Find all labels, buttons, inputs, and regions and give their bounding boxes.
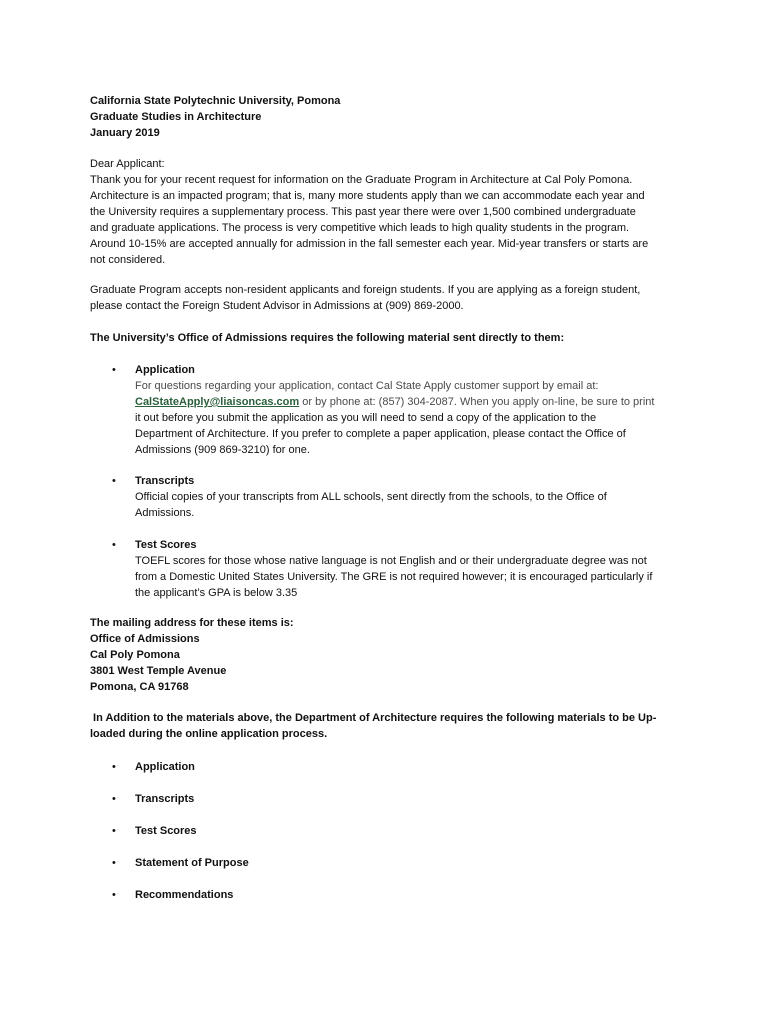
admissions-item-test-scores (135, 537, 680, 601)
admissions-heading-text: The University’s Office of Admissions requires the following material sent directly to them: (90, 332, 565, 344)
item-title: Test Scores (135, 539, 197, 551)
intro-line: the University requires a supplementary process. This past year there were over 1,500 combined undergraduate (90, 206, 636, 218)
intro-line: Architecture is an impacted program; that is, many more students apply than we can accommodate each year and (90, 190, 645, 202)
mailing-address (90, 615, 680, 695)
bullet-icon: • (112, 825, 116, 837)
item-line-suffix: or by phone at: (857) 304-2087. When you apply on-line, be sure to print (299, 396, 655, 408)
intro-paragraph (90, 156, 680, 268)
item-title: Transcripts (135, 475, 195, 487)
dept-item: Statement of Purpose (135, 857, 249, 869)
dept-item: Recommendations (135, 889, 234, 901)
address-line: Office of Admissions (90, 633, 200, 645)
item-line: from a Domestic United States University. The GRE is not required however; it is encouraged particularly if (135, 571, 653, 583)
dept-item: Test Scores (135, 825, 197, 837)
intro-line: Around 10-15% are accepted annually for admission in the fall semester each year. Mid-year transfers or starts are (90, 238, 649, 250)
admissions-item-transcripts (135, 473, 680, 521)
item-line: Admissions (909 869-3210) for one. (135, 444, 310, 456)
institution-name: California State Polytechnic University, Pomona (90, 95, 341, 107)
foreign-students-paragraph (90, 282, 680, 314)
admissions-item-application (135, 362, 680, 458)
dept-heading-line: In Addition to the materials above, the Department of Architecture requires the following materials to be Up- (90, 712, 657, 724)
item-line: it out before you submit the application as you will need to send a copy of the application to the (135, 412, 597, 424)
dept-heading-line: loaded during the online application process. (90, 728, 328, 740)
foreign-line: Graduate Program accepts non-resident applicants and foreign students. If you are applying as a foreign student, (90, 284, 641, 296)
department-requirements-heading (90, 710, 680, 742)
mailing-heading: The mailing address for these items is: (90, 617, 294, 629)
department-name: Graduate Studies in Architecture (90, 111, 262, 123)
dept-item: Transcripts (135, 793, 195, 805)
email-link[interactable]: CalStateApply@liaisoncas.com (135, 396, 300, 408)
foreign-line: please contact the Foreign Student Advisor in Admissions at (909) 869-2000. (90, 300, 464, 312)
letter-date: January 2019 (90, 127, 160, 139)
item-line: Department of Architecture. If you prefer to complete a paper application, please contact the Office of (135, 428, 626, 440)
bullet-icon: • (112, 793, 116, 805)
admissions-heading (90, 330, 680, 346)
address-line: Cal Poly Pomona (90, 649, 180, 661)
item-line (135, 394, 680, 410)
item-line: the applicant’s GPA is below 3.35 (135, 587, 298, 599)
greeting: Dear Applicant: (90, 158, 165, 170)
bullet-icon: • (112, 475, 116, 487)
item-line: TOEFL scores for those whose native language is not English and or their undergraduate degree was not (135, 555, 647, 567)
address-line: 3801 West Temple Avenue (90, 665, 227, 677)
letter-header (90, 93, 680, 141)
bullet-icon: • (112, 761, 116, 773)
dept-item: Application (135, 761, 195, 773)
item-line: Official copies of your transcripts from ALL schools, sent directly from the schools, to the Office of (135, 491, 607, 503)
intro-line: and graduate applications. The process is very competitive which leads to high quality students in the program. (90, 222, 630, 234)
bullet-icon: • (112, 889, 116, 901)
intro-line: Thank you for your recent request for information on the Graduate Program in Architecture at Cal Poly Pomona. (90, 174, 633, 186)
address-line: Pomona, CA 91768 (90, 681, 189, 693)
intro-line: not considered. (90, 254, 166, 266)
bullet-icon: • (112, 857, 116, 869)
item-title: Application (135, 364, 195, 376)
bullet-icon: • (112, 539, 116, 551)
item-line: For questions regarding your application, contact Cal State Apply customer support by email at: (135, 380, 599, 392)
bullet-icon: • (112, 364, 116, 376)
item-line: Admissions. (135, 507, 195, 519)
